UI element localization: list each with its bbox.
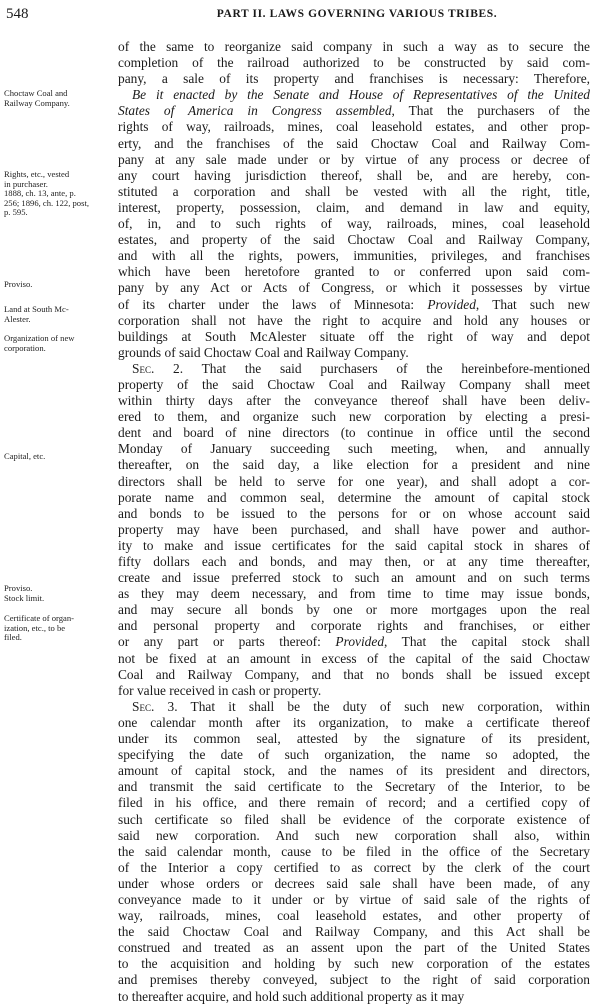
body-line: Coal and Railway Company, and that no bonds shall be issued except [118, 666, 590, 682]
margin-note-stock-limit: Proviso. Stock limit. [4, 583, 45, 603]
margin-note-choctaw-company: Choctaw Coal and Railway Company. [4, 88, 70, 108]
margin-notes [4, 0, 116, 927]
body-line: the said Choctaw Coal and Railway Company, and this Act shall be [118, 924, 590, 940]
body-line: one calendar month after its organization, to make a certificate thereof [118, 714, 590, 730]
margin-note-capital: Capital, etc. [4, 451, 46, 461]
body-line: the said calendar month, cause to be filed in the office of the Secretary [118, 843, 590, 859]
body-line: specifying the date of such organization, the name so adopted, the [118, 747, 590, 763]
body-line: create and issue preferred stock to such an amount and on such terms [118, 570, 590, 586]
body-line: corporation shall not have the right to acquire and hold any houses or [118, 312, 590, 328]
body-line: or any part or parts thereof: Provided, That the capital stock shall [118, 634, 591, 650]
body-line: porate name and common seal, determine the amount of capital stock [118, 489, 590, 505]
body-line: amount of capital stock, and the names of its president and directors, [118, 763, 590, 779]
body-line: construed and treated as an assent upon the part of the United States [118, 940, 590, 956]
body-line: for value received in cash or property. [118, 682, 322, 698]
body-line: filed in his office, and there remain of record; and a certified copy of [118, 795, 590, 811]
margin-note-proviso: Proviso. [4, 279, 33, 289]
body-line: stituted a corporation and shall be vested with all the right, title, [118, 183, 590, 199]
body-line: of its charter under the laws of Minnesota: Provided, That such new [118, 296, 590, 312]
margin-note-organization: Organization of new corporation. [4, 333, 75, 353]
body-line: rights of way, railroads, mines, coal leasehold estates, and other prop- [118, 119, 590, 135]
body-line: of the Interior a copy certified to as correct by the clerk of the court [118, 859, 590, 875]
body-line: such certificate so filed shall be evidence of the corporate existence of [118, 811, 590, 827]
body-line: property of the said Choctaw Coal and Railway Company shall meet [118, 376, 590, 392]
page-number: 548 [6, 6, 29, 22]
body-line: pany at any sale made under or by virtue of any process or decree of [118, 151, 590, 167]
body-line: to thereafter acquire, and hold such additional property as it may [118, 988, 465, 1004]
body-line: grounds of said Choctaw Coal and Railway Company. [118, 344, 409, 360]
body-line: not be fixed at an amount in excess of the capital of the said Choctaw [118, 650, 590, 666]
body-line: ered to them, and organize such new corporation by electing a presi- [118, 409, 590, 425]
body-line: erty, and the franchises of the said Choctaw Coal and Railway Com- [118, 135, 590, 151]
body-line: directors shall be held to serve for one year), and shall adopt a cor- [118, 473, 590, 489]
body-line: buildings at South McAlester situate off the right of way and depot [118, 328, 590, 344]
body-line: pany, a sale of its property and franchises is necessary: Therefore, [118, 71, 590, 87]
margin-note-south-mcalester: Land at South Mc- Alester. [4, 304, 69, 324]
body-line: and may secure all bonds by one or more mortgages upon the real [118, 602, 590, 618]
body-line: any court having jurisdiction thereof, shall be, and are hereby, con- [118, 167, 590, 183]
body-line: and personal property and corporate rights and franchises, or either [118, 618, 590, 634]
body-line: to the acquisition and holding by such new corporation of the estates [118, 956, 590, 972]
body-line: property may have been purchased, and shall have power and author- [118, 521, 590, 537]
body-text [118, 39, 591, 1004]
margin-note-certificate: Certificate of organ- ization, etc., to be filed. [4, 613, 74, 642]
body-line: and bonds to be issued to the persons for or on whose account said [118, 505, 590, 521]
margin-note-rights-vested: Rights, etc., vested in purchaser. 1888, ch. 13, ante, p. 256; 1896, ch. 122, post, p. 595. [4, 169, 89, 217]
body-line: which have been heretofore granted to or conferred upon said com- [118, 264, 590, 280]
body-line: pany by any Act or Acts of Congress, or which it possesses by virtue [118, 280, 590, 296]
body-line: of, in, and to such rights of way, railroads, mines, coal leasehold [118, 216, 590, 232]
body-line: under whose orders or decrees said sale shall have been made, of any [118, 875, 590, 891]
body-line: under its common seal, attested by the signature of its president, [118, 731, 590, 747]
body-line: fifty dollars each and bonds, and may then, or at any time thereafter, [118, 554, 590, 569]
body-line: Monday of January succeeding such meeting, when, and annually [118, 441, 590, 457]
body-line: estates, and property of the said Choctaw Coal and Railway Company, [118, 232, 590, 248]
body-line: Be it enacted by the Senate and House of Representatives of the United [132, 87, 590, 103]
body-line: Sec. 3. That it shall be the duty of such new corporation, within [132, 698, 590, 714]
body-line: conveyance made to it under or by virtue of said sale of the rights of [118, 891, 590, 907]
body-line: dent and board of nine directors (to continue in office until the second [118, 425, 590, 441]
body-line: completion of the railroad authorized to be constructed by said com- [118, 55, 590, 71]
body-line: interest, property, possession, claim, and demand in law and equity, [118, 199, 590, 215]
body-line: within thirty days after the conveyance thereof shall have been deliv- [118, 393, 590, 409]
running-head: PART II. LAWS GOVERNING VARIOUS TRIBES. [216, 8, 498, 20]
body-line: ity to make and issue certificates for the said capital stock in shares of [118, 537, 590, 553]
body-line: thereafter, on the said day, a like election for a president and nine [118, 457, 590, 473]
body-line: and with all the rights, powers, immunities, privileges, and franchises [118, 248, 590, 264]
body-line: and transmit the said certificate to the Secretary of the Interior, to be [118, 779, 590, 795]
body-line: way, railroads, mines, coal leasehold estates, and other property of [118, 908, 590, 924]
body-line: as they may deem necessary, and from time to time may issue bonds, [118, 586, 590, 602]
body-line: of the same to reorganize said company in such a way as to secure the [118, 39, 590, 54]
body-line: States of America in Congress assembled, That the purchasers of the [118, 103, 591, 119]
body-line: said new corporation. And such new corporation shall also, within [118, 827, 590, 843]
body-line: and premises thereby conveyed, subject to the right of said corporation [118, 972, 590, 988]
body-line: Sec. 2. That the said purchasers of the hereinbefore-mentioned [132, 360, 590, 376]
